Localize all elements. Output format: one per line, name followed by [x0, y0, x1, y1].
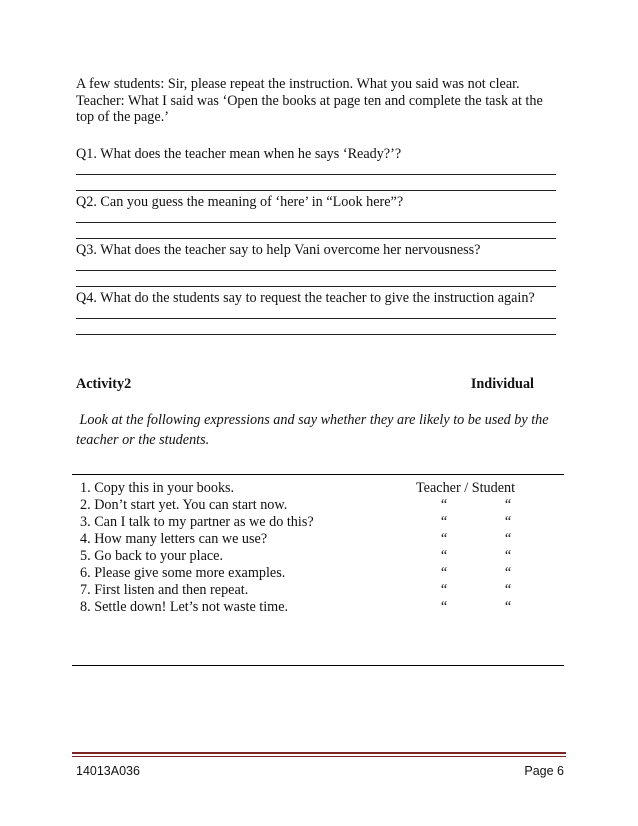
answer-line — [76, 258, 566, 274]
role-header: Teacher / Student — [416, 480, 516, 496]
table-row — [80, 514, 560, 531]
answer-line — [76, 274, 566, 290]
teacher-ditto: “ — [440, 599, 448, 615]
answer-line — [76, 306, 566, 322]
expression-text: 8. Settle down! Let’s not waste time. — [80, 599, 289, 615]
activity-title: Activity2 — [76, 376, 132, 392]
expression-text: 2. Don’t start yet. You can start now. — [80, 497, 288, 513]
instruction-line-1: Look at the following expressions and say whether they are likely to be used by the — [79, 412, 549, 428]
table-row — [80, 497, 560, 514]
expression-text: 6. Please give some more examples. — [80, 565, 286, 581]
footer-divider-thin — [72, 756, 566, 757]
table-row — [80, 531, 560, 548]
activity-heading — [76, 376, 534, 393]
table-row — [80, 548, 560, 565]
teacher-ditto: “ — [440, 548, 448, 564]
answer-line — [76, 162, 566, 178]
student-ditto: “ — [504, 497, 512, 513]
table-row — [80, 480, 560, 497]
question-2: Q2. Can you guess the meaning of ‘here’ in “Look here”? — [76, 194, 404, 210]
table-row — [80, 599, 560, 616]
activity-instruction — [76, 410, 566, 450]
expression-text: 5. Go back to your place. — [80, 548, 224, 564]
table-row — [80, 565, 560, 582]
teacher-ditto: “ — [440, 582, 448, 598]
expression-text: 4. How many letters can we use? — [80, 531, 268, 547]
page-footer — [76, 764, 564, 778]
table-bottom-rule — [72, 665, 564, 666]
activity-mode: Individual — [470, 376, 534, 392]
table-top-rule — [72, 474, 564, 475]
teacher-ditto: “ — [440, 565, 448, 581]
instruction-line-2: teacher or the students. — [76, 432, 210, 448]
questions-section — [76, 146, 566, 338]
student-ditto: “ — [504, 565, 512, 581]
expressions-table — [80, 480, 560, 616]
teacher-ditto: “ — [440, 497, 448, 513]
page-number: Page 6 — [524, 764, 564, 778]
teacher-line: Teacher: What I said was ‘Open the books at page ten and complete the task at the — [76, 92, 543, 109]
student-ditto: “ — [504, 514, 512, 530]
expression-text: 7. First listen and then repeat. — [80, 582, 249, 598]
student-ditto: “ — [504, 582, 512, 598]
answer-line — [76, 210, 566, 226]
students-line: A few students: Sir, please repeat the instruction. What you said was not clear. — [76, 76, 520, 92]
teacher-ditto: “ — [440, 531, 448, 547]
table-row — [80, 582, 560, 599]
dialogue-paragraph — [76, 76, 566, 126]
answer-line — [76, 226, 566, 242]
question-3: Q3. What does the teacher say to help Vani overcome her nervousness? — [76, 242, 481, 258]
student-ditto: “ — [504, 548, 512, 564]
footer-divider — [72, 752, 566, 754]
student-ditto: “ — [504, 599, 512, 615]
expression-text: 1. Copy this in your books. — [80, 480, 235, 496]
expression-text: 3. Can I talk to my partner as we do this? — [80, 514, 314, 530]
teacher-ditto: “ — [440, 514, 448, 530]
answer-line — [76, 322, 566, 338]
answer-line — [76, 178, 566, 194]
document-id: 14013A036 — [76, 764, 140, 778]
teacher-line-continued: top of the page.’ — [76, 109, 169, 126]
student-ditto: “ — [504, 531, 512, 547]
question-1: Q1. What does the teacher mean when he says ‘Ready?’? — [76, 146, 402, 162]
question-4: Q4. What do the students say to request the teacher to give the instruction again? — [76, 290, 535, 306]
